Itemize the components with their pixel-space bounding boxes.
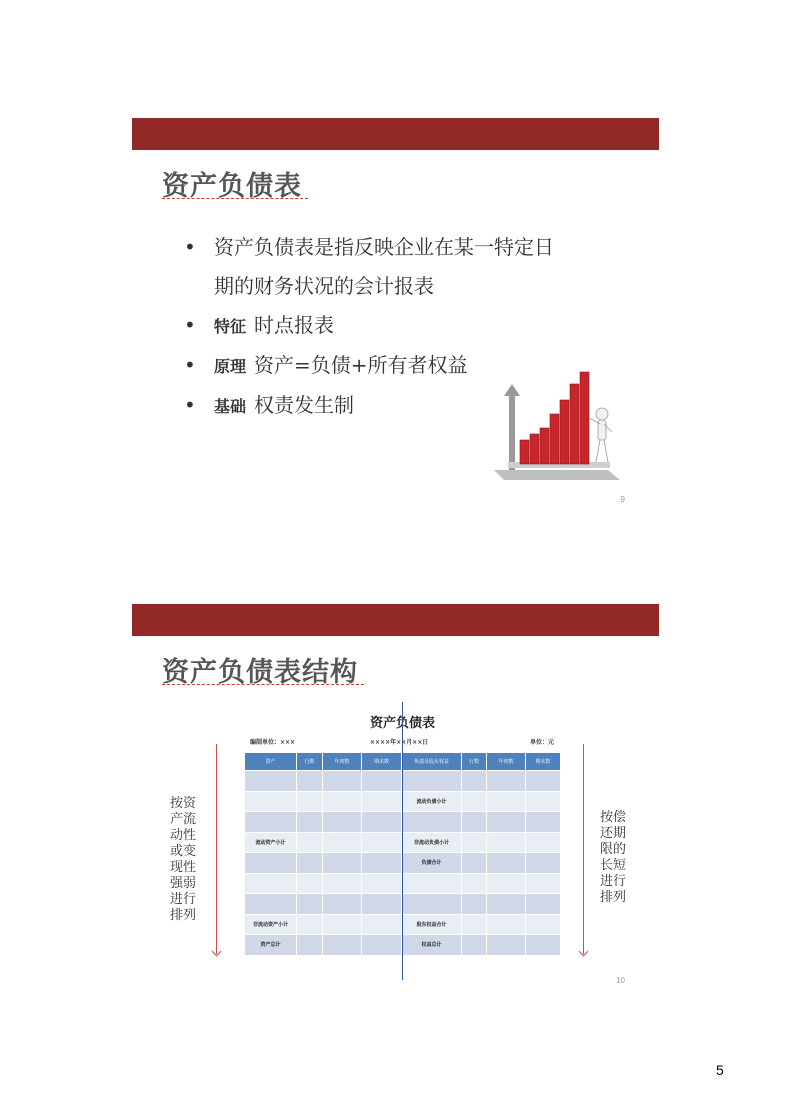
col-header: 行数 xyxy=(297,753,323,771)
table-cell xyxy=(462,832,487,853)
table-cell xyxy=(245,894,297,915)
left-note: 按资产流动性或变现性强弱进行排列 xyxy=(169,796,196,923)
table-cell xyxy=(297,812,323,833)
table-cell xyxy=(526,771,561,792)
table-cell xyxy=(487,935,526,956)
table-cell xyxy=(402,771,462,792)
table-cell xyxy=(297,935,323,956)
table-cell xyxy=(323,914,362,935)
col-header: 行数 xyxy=(462,753,487,771)
table-cell xyxy=(487,771,526,792)
table-cell xyxy=(487,873,526,894)
table-cell xyxy=(297,853,323,874)
table-cell xyxy=(362,771,402,792)
table-cell xyxy=(245,853,297,874)
meta-unit-left: 编制单位：××× xyxy=(250,739,296,746)
col-header: 期末数 xyxy=(362,753,402,771)
table-cell: 流动负债小计 xyxy=(402,791,462,812)
slide-1 xyxy=(132,118,659,508)
table-cell xyxy=(462,873,487,894)
table-cell: 非流动负债小计 xyxy=(402,832,462,853)
table-cell xyxy=(462,914,487,935)
table-cell xyxy=(297,873,323,894)
bullet-key: 特征 xyxy=(214,317,247,336)
table-cell xyxy=(323,832,362,853)
meta-date: ××××年××月××日 xyxy=(370,739,429,746)
table-cell xyxy=(362,853,402,874)
col-header: 资产 xyxy=(245,753,297,771)
table-cell xyxy=(526,873,561,894)
table-cell xyxy=(362,791,402,812)
table-cell xyxy=(323,771,362,792)
table-cell: 流动资产小计 xyxy=(245,832,297,853)
table-cell xyxy=(297,914,323,935)
bullet-item-continuation: 期的财务状况的会计报表 xyxy=(214,274,434,298)
table-cell xyxy=(402,873,462,894)
table-cell xyxy=(462,894,487,915)
table-cell xyxy=(245,873,297,894)
col-header: 年初数 xyxy=(487,753,526,771)
balance-sheet-title: 资产负债表 xyxy=(370,716,436,731)
table-cell: 股东权益合计 xyxy=(402,914,462,935)
table-cell xyxy=(362,894,402,915)
title-underline xyxy=(162,684,364,685)
table-cell xyxy=(362,914,402,935)
table-cell xyxy=(487,832,526,853)
table-cell xyxy=(526,832,561,853)
table-cell xyxy=(323,812,362,833)
table-cell xyxy=(526,935,561,956)
table-cell xyxy=(487,791,526,812)
right-note: 按偿还期限的长短进行排列 xyxy=(599,810,626,905)
col-header: 年初数 xyxy=(323,753,362,771)
table-cell xyxy=(487,894,526,915)
table-cell xyxy=(487,914,526,935)
table-cell xyxy=(402,894,462,915)
meta-unit-right: 单位：元 xyxy=(530,739,555,746)
table-cell xyxy=(462,771,487,792)
slide-header-bar xyxy=(132,118,659,150)
table-cell xyxy=(297,791,323,812)
table-cell xyxy=(487,853,526,874)
vertical-divider-line xyxy=(402,702,403,980)
col-header: 负债及股东权益 xyxy=(402,753,462,771)
table-cell: 资产总计 xyxy=(245,935,297,956)
table-cell xyxy=(402,812,462,833)
document-page-number: 5 xyxy=(716,1062,724,1078)
table-cell xyxy=(323,935,362,956)
table-cell xyxy=(462,853,487,874)
bullet-item: • 特征 时点报表 xyxy=(184,313,335,337)
table-cell xyxy=(323,791,362,812)
table-cell xyxy=(526,914,561,935)
table-cell xyxy=(526,853,561,874)
bullet-item: • 基础 权责发生制 xyxy=(184,393,355,417)
slide-title: 资产负债表结构 xyxy=(162,657,358,688)
slide-title: 资产负债表 xyxy=(162,171,302,202)
right-arrow-head xyxy=(579,947,589,957)
slide-page-number: 9 xyxy=(620,495,625,504)
table-cell xyxy=(362,812,402,833)
bullet-item: • 资产负债表是指反映企业在某一特定日 xyxy=(184,235,554,259)
title-underline xyxy=(162,198,308,199)
table-cell xyxy=(462,812,487,833)
table-cell: 非流动资产小计 xyxy=(245,914,297,935)
table-cell xyxy=(362,832,402,853)
table-cell xyxy=(297,832,323,853)
bullet-item: • 原理 资产=负债+所有者权益 xyxy=(184,353,468,377)
slide-2 xyxy=(132,604,659,994)
right-down-arrow xyxy=(583,744,584,954)
table-cell: 权益总计 xyxy=(402,935,462,956)
table-cell xyxy=(245,771,297,792)
table-cell xyxy=(462,935,487,956)
slide-page-number: 10 xyxy=(616,976,625,985)
table-cell xyxy=(297,771,323,792)
table-cell xyxy=(526,894,561,915)
table-cell xyxy=(323,873,362,894)
table-cell xyxy=(362,935,402,956)
table-cell: 负债合计 xyxy=(402,853,462,874)
table-cell xyxy=(487,812,526,833)
bullet-key: 基础 xyxy=(214,397,247,416)
table-cell xyxy=(362,873,402,894)
table-cell xyxy=(323,853,362,874)
left-down-arrow xyxy=(216,744,217,954)
growth-chart-illustration xyxy=(490,362,620,482)
col-header: 期末数 xyxy=(526,753,561,771)
table-cell xyxy=(526,791,561,812)
table-cell xyxy=(245,791,297,812)
bullet-key: 原理 xyxy=(214,357,247,376)
table-cell xyxy=(323,894,362,915)
table-cell xyxy=(297,894,323,915)
table-cell xyxy=(526,812,561,833)
slide-header-bar xyxy=(132,604,659,636)
left-arrow-head xyxy=(212,947,222,957)
table-cell xyxy=(245,812,297,833)
table-cell xyxy=(462,791,487,812)
